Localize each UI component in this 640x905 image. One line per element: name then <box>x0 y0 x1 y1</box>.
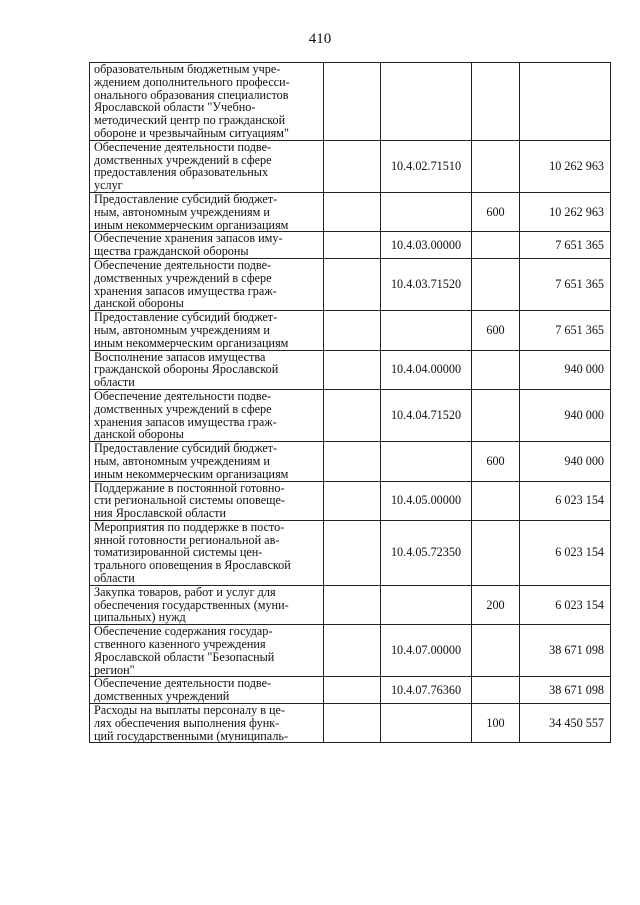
target-code-cell: 10.4.05.72350 <box>381 520 472 585</box>
expense-type-cell <box>472 520 520 585</box>
expense-type-cell: 600 <box>472 311 520 350</box>
item-name-line: лях обеспечения выполнения функ- <box>94 715 280 730</box>
item-name-line: обеспечения государственных (муни- <box>94 597 289 612</box>
item-name-line: ственного казенного учреждения <box>94 637 266 652</box>
budget-table-body <box>90 63 611 743</box>
item-name-cell <box>90 192 324 231</box>
item-name-cell <box>90 63 324 141</box>
item-name-line: гражданской обороны Ярославской <box>94 362 279 377</box>
item-name-line: обороне и чрезвычайным ситуациям" <box>94 125 289 140</box>
empty-cell <box>324 63 381 141</box>
target-code-cell: 10.4.03.71520 <box>381 258 472 310</box>
target-code-cell: 10.4.07.00000 <box>381 625 472 677</box>
item-name-line: Обеспечение хранения запасов иму- <box>94 231 283 246</box>
item-name-line: домственных учреждений в сфере <box>94 152 272 167</box>
target-code-cell: 10.4.04.71520 <box>381 389 472 441</box>
item-name-line: Мероприятия по поддержке в посто- <box>94 519 285 534</box>
amount-cell: 6 023 154 <box>520 520 611 585</box>
amount-cell: 10 262 963 <box>520 140 611 192</box>
table-row <box>90 677 611 704</box>
item-name-line: ным, автономным учреждениям и <box>94 453 270 468</box>
item-name-cell <box>90 585 324 624</box>
item-name-line: данской обороны <box>94 427 184 442</box>
item-name-line: томатизированной системы цен- <box>94 545 263 560</box>
item-name-line: Восполнение запасов имущества <box>94 349 266 364</box>
item-name-line: Поддержание в постоянной готовно- <box>94 480 285 495</box>
target-code-cell <box>381 585 472 624</box>
target-code-cell: 10.4.07.76360 <box>381 677 472 704</box>
item-name-line: Обеспечение деятельности подве- <box>94 139 272 154</box>
empty-cell <box>324 520 381 585</box>
empty-cell <box>324 350 381 389</box>
expense-type-cell <box>472 481 520 520</box>
amount-cell: 940 000 <box>520 389 611 441</box>
item-name-cell <box>90 442 324 481</box>
expense-type-cell: 600 <box>472 442 520 481</box>
table-row <box>90 311 611 350</box>
table-row <box>90 481 611 520</box>
target-code-cell <box>381 311 472 350</box>
item-name-line: ным, автономным учреждениям и <box>94 322 270 337</box>
empty-cell <box>324 140 381 192</box>
target-code-cell <box>381 704 472 743</box>
amount-cell: 940 000 <box>520 350 611 389</box>
item-name-line: сти региональной системы оповеще- <box>94 493 285 508</box>
page-number: 410 <box>308 31 332 47</box>
item-name-line: хранения запасов имущества граж- <box>94 283 277 298</box>
item-name-line: области <box>94 571 135 586</box>
item-name-line: области <box>94 375 135 390</box>
item-name-line: услуг <box>94 178 123 193</box>
expense-type-cell: 200 <box>472 585 520 624</box>
item-name-line: щества гражданской обороны <box>94 244 249 259</box>
item-name-line: ций государственными (муниципаль- <box>94 728 289 743</box>
empty-cell <box>324 258 381 310</box>
item-name-line: Ярославской области "Безопасный <box>94 649 275 664</box>
item-name-cell <box>90 140 324 192</box>
empty-cell <box>324 442 381 481</box>
item-name-line: трального оповещения в Ярославской <box>94 558 291 573</box>
empty-cell <box>324 625 381 677</box>
table-row <box>90 389 611 441</box>
item-name-line: иным некоммерческим организациям <box>94 335 289 350</box>
item-name-line: янной готовности региональной ав- <box>94 532 280 547</box>
item-name-line: Обеспечение деятельности подве- <box>94 676 272 691</box>
item-name-cell <box>90 677 324 704</box>
item-name-line: Ярославской области "Учебно- <box>94 100 256 115</box>
empty-cell <box>324 677 381 704</box>
expense-type-cell <box>472 677 520 704</box>
table-row <box>90 704 611 743</box>
table-row <box>90 140 611 192</box>
expense-type-cell: 600 <box>472 192 520 231</box>
empty-cell <box>324 704 381 743</box>
item-name-line: Предоставление субсидий бюджет- <box>94 191 278 206</box>
empty-cell <box>324 192 381 231</box>
item-name-line: Обеспечение деятельности подве- <box>94 388 272 403</box>
table-row <box>90 520 611 585</box>
item-name-line: ния Ярославской области <box>94 506 227 521</box>
item-name-line: ным, автономным учреждениям и <box>94 204 270 219</box>
target-code-cell: 10.4.02.71510 <box>381 140 472 192</box>
table-row <box>90 258 611 310</box>
item-name-cell <box>90 232 324 259</box>
empty-cell <box>324 311 381 350</box>
item-name-line: данской обороны <box>94 296 184 311</box>
item-name-cell <box>90 520 324 585</box>
expense-type-cell <box>472 258 520 310</box>
item-name-line: иным некоммерческим организациям <box>94 466 289 481</box>
table-row <box>90 350 611 389</box>
item-name-cell <box>90 704 324 743</box>
item-name-line: ципальных) нужд <box>94 610 186 625</box>
item-name-cell <box>90 258 324 310</box>
item-name-line: Предоставление субсидий бюджет- <box>94 310 278 325</box>
table-row <box>90 625 611 677</box>
expense-type-cell <box>472 140 520 192</box>
item-name-line: образовательным бюджетным учре- <box>94 62 281 76</box>
amount-cell: 940 000 <box>520 442 611 481</box>
expense-type-cell <box>472 350 520 389</box>
item-name-line: предоставления образовательных <box>94 165 269 180</box>
expense-type-cell <box>472 232 520 259</box>
amount-cell: 7 651 365 <box>520 311 611 350</box>
amount-cell: 7 651 365 <box>520 258 611 310</box>
expense-type-cell: 100 <box>472 704 520 743</box>
empty-cell <box>324 389 381 441</box>
item-name-cell <box>90 350 324 389</box>
item-name-cell <box>90 625 324 677</box>
target-code-cell <box>381 442 472 481</box>
item-name-line: домственных учреждений в сфере <box>94 401 272 416</box>
target-code-cell: 10.4.04.00000 <box>381 350 472 389</box>
item-name-line: регион" <box>94 662 135 677</box>
amount-cell <box>520 63 611 141</box>
target-code-cell: 10.4.03.00000 <box>381 232 472 259</box>
amount-cell: 10 262 963 <box>520 192 611 231</box>
item-name-line: Предоставление субсидий бюджет- <box>94 441 278 456</box>
target-code-cell: 10.4.05.00000 <box>381 481 472 520</box>
table-row <box>90 192 611 231</box>
empty-cell <box>324 481 381 520</box>
amount-cell: 38 671 098 <box>520 677 611 704</box>
amount-cell: 34 450 557 <box>520 704 611 743</box>
table-row <box>90 232 611 259</box>
item-name-cell <box>90 389 324 441</box>
amount-cell: 6 023 154 <box>520 481 611 520</box>
item-name-line: домственных учреждений <box>94 689 230 704</box>
item-name-line: методический центр по гражданской <box>94 113 286 128</box>
empty-cell <box>324 585 381 624</box>
item-name-cell <box>90 481 324 520</box>
item-name-line: ждением дополнительного професси- <box>94 74 290 89</box>
item-name-line: иным некоммерческим организациям <box>94 217 289 232</box>
item-name-cell <box>90 311 324 350</box>
table-row <box>90 63 611 141</box>
table-row <box>90 442 611 481</box>
item-name-line: Обеспечение содержания государ- <box>94 624 273 639</box>
budget-table <box>89 62 611 743</box>
item-name-line: хранения запасов имущества граж- <box>94 414 277 429</box>
amount-cell: 6 023 154 <box>520 585 611 624</box>
expense-type-cell <box>472 389 520 441</box>
item-name-line: Обеспечение деятельности подве- <box>94 257 272 272</box>
item-name-line: Расходы на выплаты персоналу в це- <box>94 703 286 718</box>
target-code-cell <box>381 63 472 141</box>
amount-cell: 38 671 098 <box>520 625 611 677</box>
target-code-cell <box>381 192 472 231</box>
empty-cell <box>324 232 381 259</box>
item-name-line: домственных учреждений в сфере <box>94 270 272 285</box>
expense-type-cell <box>472 63 520 141</box>
item-name-line: Закупка товаров, работ и услуг для <box>94 584 276 599</box>
item-name-line: онального образования специалистов <box>94 87 289 102</box>
table-row <box>90 585 611 624</box>
expense-type-cell <box>472 625 520 677</box>
amount-cell: 7 651 365 <box>520 232 611 259</box>
